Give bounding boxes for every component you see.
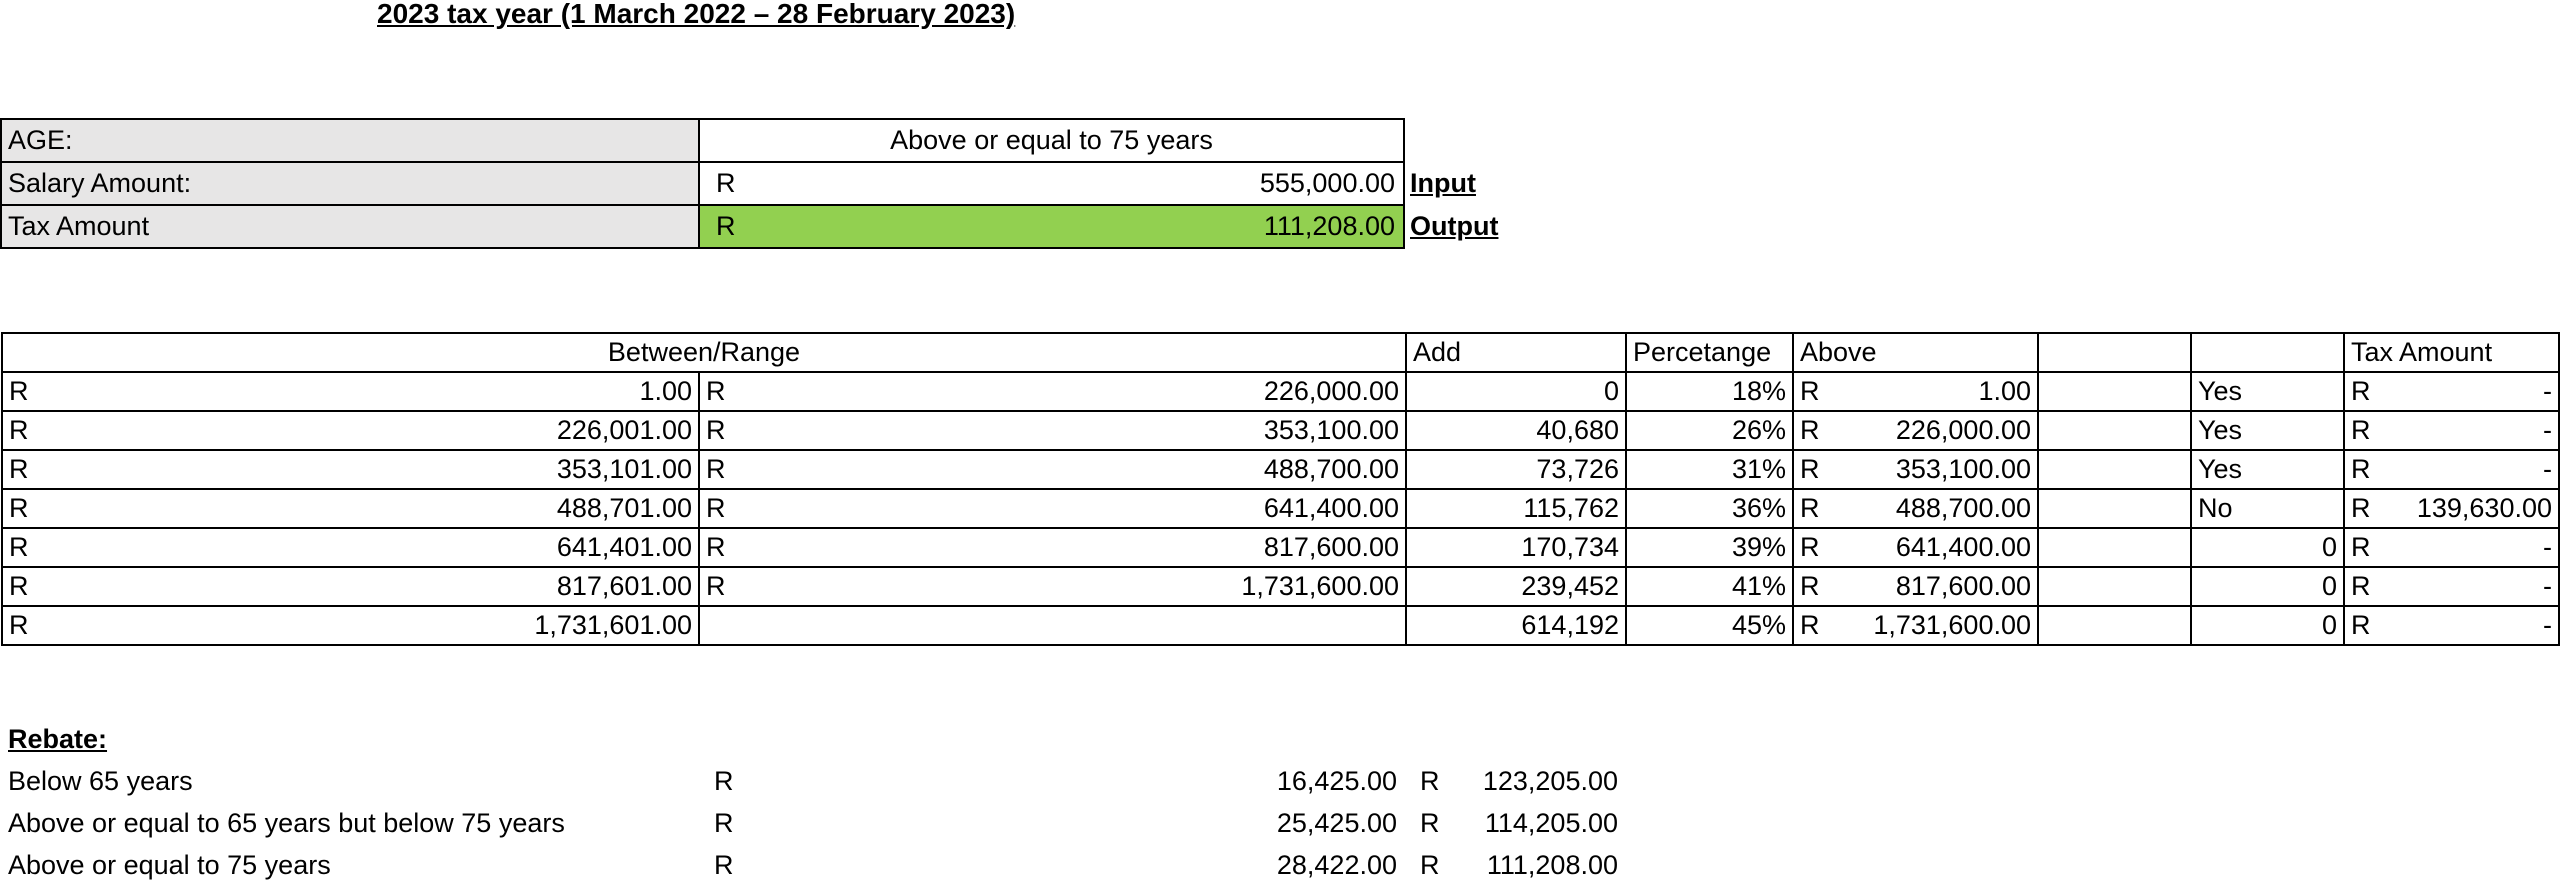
above-cell bbox=[1793, 489, 2038, 528]
rebate-label: Above or equal to 65 years but below 75 years bbox=[8, 808, 565, 838]
tax-cell bbox=[2344, 567, 2559, 606]
rebate-currency: R bbox=[714, 850, 734, 880]
above-cell-currency: R bbox=[1800, 493, 1820, 523]
add-cell: 73,726 bbox=[1406, 450, 1626, 489]
tax-cell bbox=[2344, 528, 2559, 567]
above-cell bbox=[1793, 528, 2038, 567]
flag-cell: No bbox=[2191, 489, 2344, 528]
tax-cell-currency: R bbox=[2351, 493, 2371, 523]
range-from-value: 1.00 bbox=[639, 376, 692, 406]
range-to-value: 1,731,600.00 bbox=[1241, 571, 1399, 601]
range-to bbox=[699, 528, 1406, 567]
above-cell-value: 641,400.00 bbox=[1895, 532, 2031, 562]
above-cell-value: 226,000.00 bbox=[1895, 415, 2031, 445]
add-cell: 170,734 bbox=[1406, 528, 1626, 567]
add-cell: 40,680 bbox=[1406, 411, 1626, 450]
tax-currency: R bbox=[716, 211, 736, 241]
blank-cell bbox=[2038, 372, 2191, 411]
flag-cell: 0 bbox=[2191, 567, 2344, 606]
percentage-cell: 36% bbox=[1626, 489, 1793, 528]
tax-cell-value: - bbox=[2543, 376, 2552, 406]
range-to bbox=[699, 489, 1406, 528]
range-from-currency: R bbox=[9, 415, 29, 445]
range-from-value: 353,101.00 bbox=[556, 454, 692, 484]
range-from-currency: R bbox=[9, 610, 29, 640]
above-cell-currency: R bbox=[1800, 454, 1820, 484]
range-to-value: 353,100.00 bbox=[1263, 415, 1399, 445]
percentage-cell: 45% bbox=[1626, 606, 1793, 645]
output-tag: Output bbox=[1410, 211, 1499, 241]
range-to-currency: R bbox=[706, 571, 726, 601]
range-from-currency: R bbox=[9, 493, 29, 523]
tax-cell bbox=[2344, 606, 2559, 645]
rebate-row bbox=[8, 844, 1618, 886]
add-cell: 239,452 bbox=[1406, 567, 1626, 606]
table-row bbox=[2, 528, 2559, 567]
percentage-cell: 18% bbox=[1626, 372, 1793, 411]
tax-cell-value: - bbox=[2543, 532, 2552, 562]
input-tag: Input bbox=[1410, 168, 1476, 198]
tax-cell-value: - bbox=[2543, 571, 2552, 601]
above-cell-value: 353,100.00 bbox=[1895, 454, 2031, 484]
tax-cell-currency: R bbox=[2351, 532, 2371, 562]
range-to-currency: R bbox=[706, 493, 726, 523]
rebate-result-currency: R bbox=[1420, 850, 1440, 880]
tax-label-cell bbox=[0, 204, 700, 249]
header-tax-amount: Tax Amount bbox=[2344, 333, 2559, 372]
tax-label: Tax Amount bbox=[8, 211, 150, 241]
rebate-label: Below 65 years bbox=[8, 766, 193, 796]
header-blank-1 bbox=[2038, 333, 2191, 372]
range-to bbox=[699, 411, 1406, 450]
range-from-value: 488,701.00 bbox=[556, 493, 692, 523]
table-row bbox=[2, 372, 2559, 411]
range-from bbox=[2, 567, 699, 606]
salary-label-cell bbox=[0, 161, 700, 206]
percentage-cell: 31% bbox=[1626, 450, 1793, 489]
tax-cell-currency: R bbox=[2351, 454, 2371, 484]
add-cell: 115,762 bbox=[1406, 489, 1626, 528]
rebate-result: 114,205.00 bbox=[1484, 808, 1618, 838]
rebate-amount: 25,425.00 bbox=[1276, 808, 1397, 838]
range-from-value: 817,601.00 bbox=[556, 571, 692, 601]
rebate-heading: Rebate: bbox=[8, 724, 108, 754]
range-from-value: 1,731,601.00 bbox=[534, 610, 692, 640]
range-from-currency: R bbox=[9, 571, 29, 601]
tax-cell-currency: R bbox=[2351, 571, 2371, 601]
percentage-cell: 26% bbox=[1626, 411, 1793, 450]
above-cell-currency: R bbox=[1800, 571, 1820, 601]
tax-cell-value: - bbox=[2543, 610, 2552, 640]
rebate-row bbox=[8, 760, 1618, 802]
table-header-row bbox=[2, 333, 2559, 372]
range-from-value: 641,401.00 bbox=[556, 532, 692, 562]
blank-cell bbox=[2038, 489, 2191, 528]
above-cell bbox=[1793, 411, 2038, 450]
rebate-result: 111,208.00 bbox=[1486, 850, 1618, 880]
rebate-row bbox=[8, 802, 1618, 844]
tax-cell bbox=[2344, 489, 2559, 528]
add-cell: 0 bbox=[1406, 372, 1626, 411]
range-to-value: 226,000.00 bbox=[1263, 376, 1399, 406]
blank-cell bbox=[2038, 606, 2191, 645]
header-range: Between/Range bbox=[2, 333, 1406, 372]
range-from bbox=[2, 489, 699, 528]
above-cell-currency: R bbox=[1800, 415, 1820, 445]
flag-cell: 0 bbox=[2191, 528, 2344, 567]
above-cell-currency: R bbox=[1800, 532, 1820, 562]
rebate-label: Above or equal to 75 years bbox=[8, 850, 331, 880]
rebate-result-currency: R bbox=[1420, 766, 1440, 796]
above-cell-value: 488,700.00 bbox=[1895, 493, 2031, 523]
percentage-cell: 39% bbox=[1626, 528, 1793, 567]
range-from bbox=[2, 606, 699, 645]
blank-cell bbox=[2038, 567, 2191, 606]
rebate-amount: 28,422.00 bbox=[1276, 850, 1397, 880]
rebate-amount: 16,425.00 bbox=[1276, 766, 1397, 796]
header-blank-2 bbox=[2191, 333, 2344, 372]
range-from bbox=[2, 528, 699, 567]
range-to-currency: R bbox=[706, 415, 726, 445]
table-row bbox=[2, 606, 2559, 645]
range-to-currency: R bbox=[706, 454, 726, 484]
header-above: Above bbox=[1793, 333, 2038, 372]
tax-cell-currency: R bbox=[2351, 415, 2371, 445]
blank-cell bbox=[2038, 528, 2191, 567]
tax-cell-currency: R bbox=[2351, 376, 2371, 406]
salary-value: 555,000.00 bbox=[1259, 168, 1395, 198]
range-from-currency: R bbox=[9, 532, 29, 562]
range-to bbox=[699, 372, 1406, 411]
blank-cell bbox=[2038, 411, 2191, 450]
flag-cell: Yes bbox=[2191, 411, 2344, 450]
rebate-result: 123,205.00 bbox=[1482, 766, 1618, 796]
rebate-currency: R bbox=[714, 766, 734, 796]
flag-cell: Yes bbox=[2191, 372, 2344, 411]
tax-bracket-table bbox=[1, 332, 2560, 646]
tax-cell-value: 139,630.00 bbox=[2416, 493, 2552, 523]
age-select[interactable] bbox=[698, 118, 1405, 163]
age-value: Above or equal to 75 years bbox=[890, 125, 1213, 155]
tax-cell-currency: R bbox=[2351, 610, 2371, 640]
above-cell bbox=[1793, 372, 2038, 411]
range-to-value: 488,700.00 bbox=[1263, 454, 1399, 484]
range-from-currency: R bbox=[9, 454, 29, 484]
tax-output-cell[interactable] bbox=[698, 204, 1405, 249]
tax-cell-value: - bbox=[2543, 415, 2552, 445]
range-from bbox=[2, 372, 699, 411]
table-row bbox=[2, 411, 2559, 450]
rebate-result-currency: R bbox=[1420, 808, 1440, 838]
percentage-cell: 41% bbox=[1626, 567, 1793, 606]
salary-currency: R bbox=[716, 168, 736, 198]
above-cell bbox=[1793, 450, 2038, 489]
flag-cell: Yes bbox=[2191, 450, 2344, 489]
tax-value: 111,208.00 bbox=[1263, 211, 1395, 241]
tax-cell bbox=[2344, 372, 2559, 411]
table-row bbox=[2, 450, 2559, 489]
range-to bbox=[699, 450, 1406, 489]
range-to-currency: R bbox=[706, 376, 726, 406]
tax-cell-value: - bbox=[2543, 454, 2552, 484]
table-row bbox=[2, 489, 2559, 528]
range-to-value: 817,600.00 bbox=[1263, 532, 1399, 562]
above-cell-value: 1.00 bbox=[1978, 376, 2031, 406]
above-cell-currency: R bbox=[1800, 610, 1820, 640]
above-cell-currency: R bbox=[1800, 376, 1820, 406]
age-label: AGE: bbox=[8, 125, 73, 155]
rebate-currency: R bbox=[714, 808, 734, 838]
above-cell-value: 817,600.00 bbox=[1895, 571, 2031, 601]
range-to bbox=[699, 567, 1406, 606]
sheet-title: 2023 tax year (1 March 2022 – 28 February 2023) bbox=[377, 0, 1016, 29]
blank-cell bbox=[2038, 450, 2191, 489]
tax-cell bbox=[2344, 450, 2559, 489]
above-cell bbox=[1793, 567, 2038, 606]
range-to-value: 641,400.00 bbox=[1263, 493, 1399, 523]
header-percentage: Percetange bbox=[1626, 333, 1793, 372]
range-from bbox=[2, 450, 699, 489]
range-from-value: 226,001.00 bbox=[556, 415, 692, 445]
header-add: Add bbox=[1406, 333, 1626, 372]
range-to bbox=[699, 606, 1406, 645]
above-cell bbox=[1793, 606, 2038, 645]
flag-cell: 0 bbox=[2191, 606, 2344, 645]
salary-label: Salary Amount: bbox=[8, 168, 192, 198]
range-from-currency: R bbox=[9, 376, 29, 406]
table-row bbox=[2, 567, 2559, 606]
above-cell-value: 1,731,600.00 bbox=[1873, 610, 2031, 640]
range-from bbox=[2, 411, 699, 450]
age-label-cell bbox=[0, 118, 700, 163]
add-cell: 614,192 bbox=[1406, 606, 1626, 645]
salary-input[interactable] bbox=[698, 161, 1405, 206]
range-to-currency: R bbox=[706, 532, 726, 562]
tax-cell bbox=[2344, 411, 2559, 450]
